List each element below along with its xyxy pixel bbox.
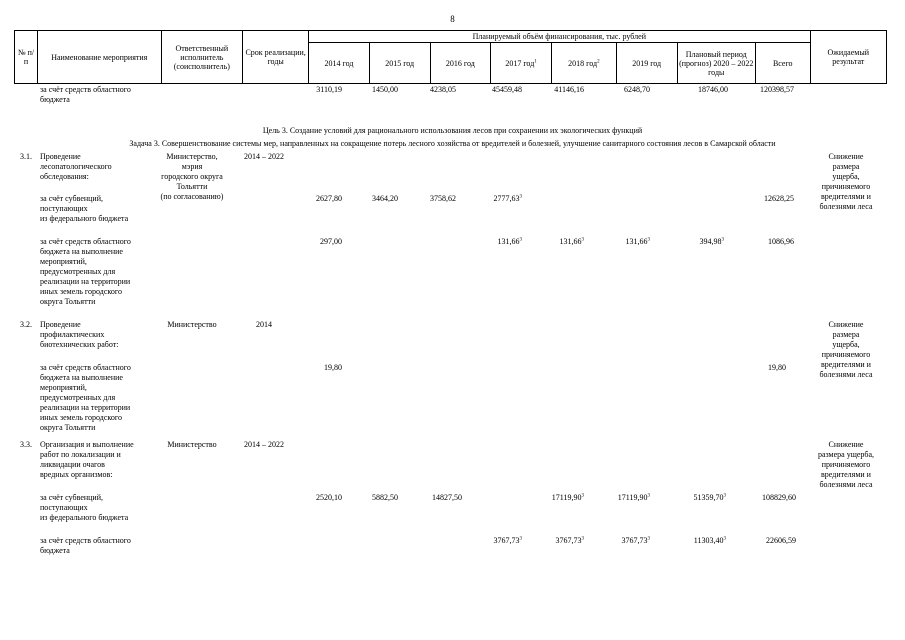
header-plan-period: Плановый период (прогноз) 2020 – 2022 годы bbox=[677, 43, 756, 84]
table-header bbox=[14, 30, 887, 84]
item-3-3-fed-2015: 5882,50 bbox=[372, 493, 398, 502]
top-val-total: 120398,57 bbox=[760, 85, 794, 94]
item-3-1-result: Снижение размера ущерба, причиняемого вредителями и болезнями леса bbox=[819, 152, 873, 211]
item-3-3-fed-2016: 14827,50 bbox=[432, 493, 462, 502]
top-val-2016: 4238,05 bbox=[430, 85, 456, 94]
header-responsible: Ответственный исполнитель (соисполнитель) bbox=[161, 31, 243, 84]
item-3-3-result: Снижение размера ущерба, причиняемого вредителями и болезнями леса bbox=[817, 440, 875, 489]
item-3-1-fed-total: 12628,25 bbox=[764, 194, 794, 203]
item-3-3-source-regional: за счёт средств областного бюджета bbox=[40, 536, 131, 555]
item-3-3-responsible: Министерство bbox=[167, 440, 217, 449]
item-3-3-fed-2014: 2520,10 bbox=[316, 493, 342, 502]
item-3-1-source-federal: за счёт субвенций, поступающих из федерального бюджета bbox=[40, 194, 129, 223]
item-3-3-reg-plan: 11303,40$^3$ bbox=[693, 536, 726, 545]
item-3-3-fed-2019: 17119,90$^3$ bbox=[617, 493, 650, 502]
top-val-2017: 45459,48 bbox=[492, 85, 522, 94]
item-3-1-reg-2018: 131,66$^3$ bbox=[559, 237, 584, 246]
item-3-3-term: 2014 – 2022 bbox=[244, 440, 284, 449]
goal-title: Цель 3. Создание условий для рационального использования лесов при сохранении их экологических функций bbox=[262, 126, 643, 135]
item-3-2-result: Снижение размера ущерба, причиняемого вредителями и болезнями леса bbox=[819, 320, 873, 379]
item-3-1-fed-2017: 2777,63$^3$ bbox=[493, 194, 522, 203]
item-3-1-fed-2016: 3758,62 bbox=[430, 194, 456, 203]
item-3-1-num: 3.1. bbox=[20, 152, 32, 161]
header-result: Ожидаемый результат bbox=[810, 31, 886, 84]
header-year-2019: 2019 год bbox=[616, 43, 677, 84]
header-num: № п/п bbox=[15, 31, 38, 84]
item-3-3-fed-2018: 17119,90$^3$ bbox=[551, 493, 584, 502]
header-year-2015: 2015 год bbox=[369, 43, 430, 84]
item-3-3-fed-plan: 51359,70$^3$ bbox=[693, 493, 726, 502]
item-3-1-reg-total: 1086,96 bbox=[768, 237, 794, 246]
header-year-2016: 2016 год bbox=[430, 43, 491, 84]
header-year-2018: 2018 год$^2$ bbox=[551, 43, 616, 84]
top-val-2014: 3110,19 bbox=[316, 85, 342, 94]
header-name: Наименование мероприятия bbox=[38, 31, 162, 84]
item-3-3-reg-2018: 3767,73$^3$ bbox=[555, 536, 584, 545]
item-3-1-source-regional: за счёт средств областного бюджета на выполнение мероприятий, предусмотренных для реализации на территории иных земель городского округа Тольятти bbox=[40, 237, 131, 306]
item-3-2-reg-total: 19,80 bbox=[768, 363, 786, 372]
header-total: Всего bbox=[756, 43, 811, 84]
item-3-1-fed-2014: 2627,80 bbox=[316, 194, 342, 203]
item-3-2-term: 2014 bbox=[256, 320, 272, 329]
page-number: 8 bbox=[450, 14, 455, 24]
item-3-3-reg-total: 22606,59 bbox=[766, 536, 796, 545]
item-3-3-num: 3.3. bbox=[20, 440, 32, 449]
item-3-3-reg-2017: 3767,73$^3$ bbox=[493, 536, 522, 545]
header-year-2014: 2014 год bbox=[309, 43, 370, 84]
top-val-plan: 18746,00 bbox=[698, 85, 728, 94]
top-val-2015: 1450,00 bbox=[372, 85, 398, 94]
item-3-3-source-federal: за счёт субвенций, поступающих из федерального бюджета bbox=[40, 493, 129, 522]
item-3-1-reg-2014: 297,00 bbox=[320, 237, 342, 246]
header-year-2017: 2017 год$^1$ bbox=[491, 43, 552, 84]
task-title: Задача 3. Совершенствование системы мер, направленных на сокращение потерь лесного хозяйства от вредителей и болезней, улучшение санитарного состояния лесов в Самарской области bbox=[129, 139, 776, 148]
header-financing: Планируемый объём финансирования, тыс. рублей bbox=[309, 31, 810, 43]
item-3-2-responsible: Министерство bbox=[167, 320, 217, 329]
item-3-1-reg-plan: 394,98$^3$ bbox=[699, 237, 724, 246]
top-val-2019: 6248,70 bbox=[624, 85, 650, 94]
item-3-2-num: 3.2. bbox=[20, 320, 32, 329]
top-val-2018: 41146,16 bbox=[554, 85, 584, 94]
top-row-label: за счёт средств областного бюджета bbox=[40, 85, 131, 104]
item-3-3-name: Организация и выполнение работ по локализации и ликвидации очагов вредных организмов: bbox=[40, 440, 134, 479]
header-term: Срок реализации, годы bbox=[243, 31, 309, 84]
item-3-3-fed-total: 108829,60 bbox=[762, 493, 796, 502]
item-3-1-term: 2014 – 2022 bbox=[244, 152, 284, 161]
item-3-2-name: Проведение профилактических биотехнических работ: bbox=[40, 320, 119, 349]
item-3-1-reg-2019: 131,66$^3$ bbox=[625, 237, 650, 246]
item-3-3-reg-2019: 3767,73$^3$ bbox=[621, 536, 650, 545]
item-3-2-reg-2014: 19,80 bbox=[324, 363, 342, 372]
item-3-2-source-regional: за счёт средств областного бюджета на выполнение мероприятий, предусмотренных для реализации на территории иных земель городского округа Тольятти bbox=[40, 363, 131, 432]
item-3-1-reg-2017: 131,66$^3$ bbox=[497, 237, 522, 246]
item-3-1-name: Проведение лесопатологического обследования: bbox=[40, 152, 112, 181]
item-3-1-fed-2015: 3464,20 bbox=[372, 194, 398, 203]
item-3-1-responsible: Министерство, мэрия городского округа Тольятти (по согласованию) bbox=[160, 152, 224, 201]
